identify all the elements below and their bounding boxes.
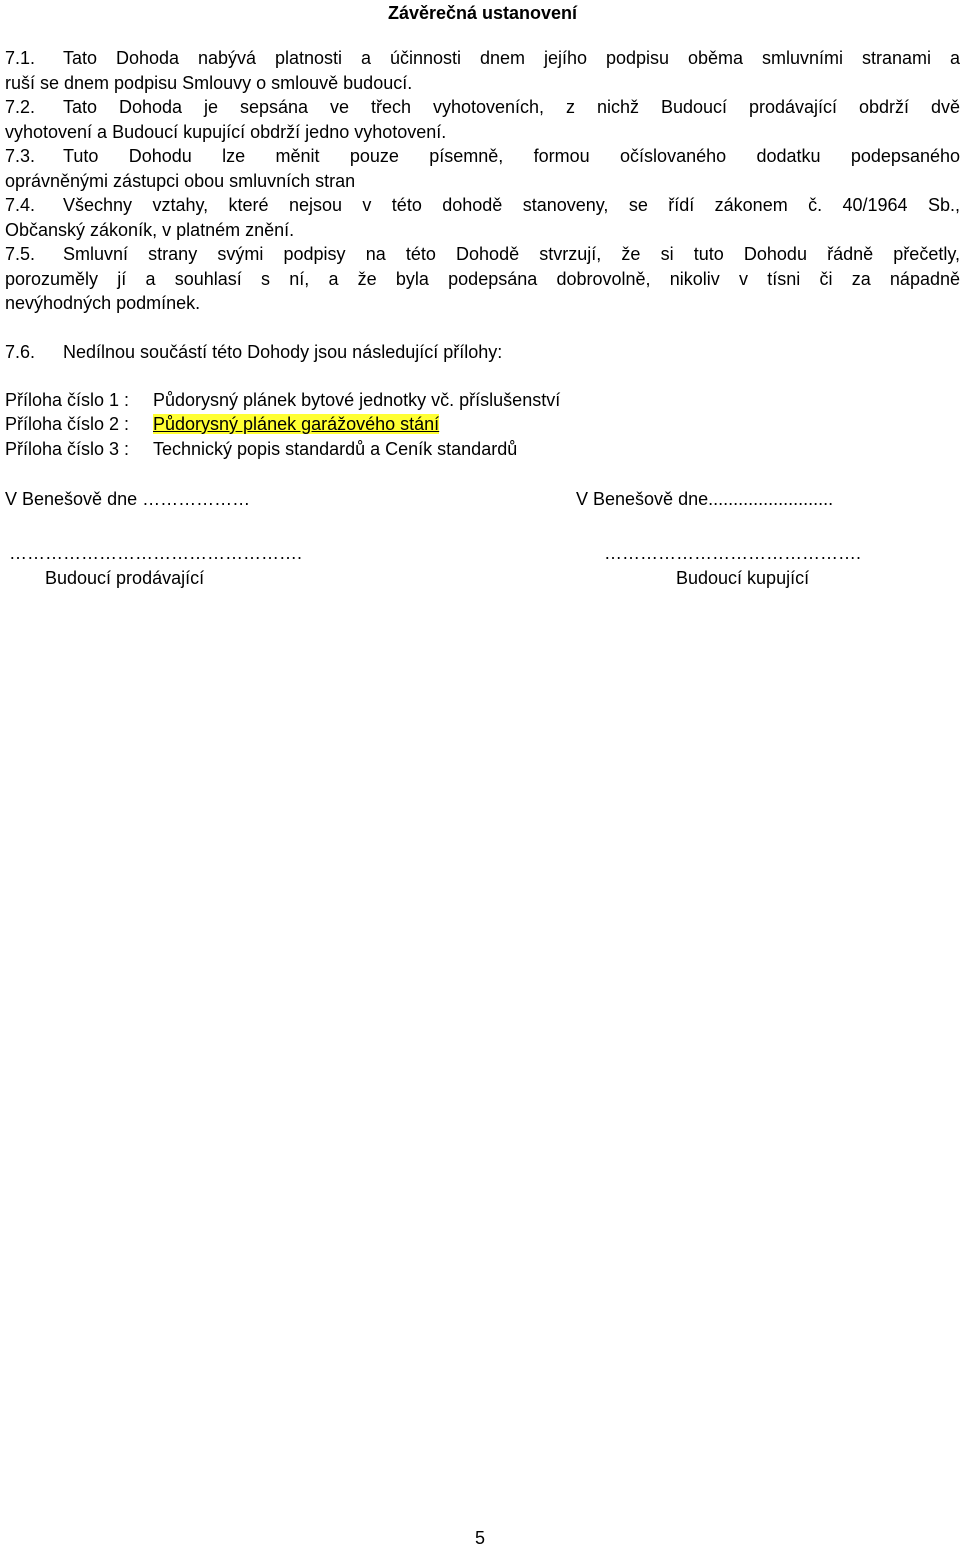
clause-line: ruší se dnem podpisu Smlouvy o smlouvě budoucí. bbox=[5, 72, 413, 93]
clause-7-5 bbox=[5, 242, 960, 316]
clause-line bbox=[5, 46, 960, 71]
clause-7-3 bbox=[5, 144, 960, 193]
clause-text: Tato Dohoda je sepsána ve třech vyhotoveních, z nichž Budoucí prodávající obdrží dvě bbox=[63, 97, 960, 117]
attachment-item bbox=[5, 412, 439, 437]
clause-7-6 bbox=[5, 340, 960, 365]
clause-line: vyhotovení a Budoucí kupující obdrží jedno vyhotovení. bbox=[5, 121, 447, 142]
clause-number: 7.6. bbox=[5, 342, 36, 362]
attachment-text: Technický popis standardů a Ceník standardů bbox=[153, 439, 518, 459]
right-signatory-role: Budoucí kupující bbox=[676, 568, 810, 588]
clause-text: Tuto Dohodu lze měnit pouze písemně, formou očíslovaného dodatku podepsaného bbox=[63, 146, 960, 166]
clause-line bbox=[5, 340, 960, 365]
attachment-item bbox=[5, 437, 517, 462]
clause-number: 7.1. bbox=[5, 48, 36, 68]
section-title: Závěrečná ustanovení bbox=[387, 3, 578, 23]
right-signature-line: ……………………………………. bbox=[604, 543, 862, 563]
attachment-label: Příloha číslo 1 : bbox=[5, 390, 130, 410]
left-signature-line: …………………………………………. bbox=[9, 543, 303, 563]
clause-number: 7.2. bbox=[5, 97, 36, 117]
attachment-text-highlighted: Půdorysný plánek garážového stání bbox=[153, 414, 440, 434]
clause-text: Tato Dohoda nabývá platnosti a účinnosti dnem jejího podpisu oběma smluvními stranami a bbox=[63, 48, 960, 68]
attachment-label: Příloha číslo 2 : bbox=[5, 414, 130, 434]
page-number: 5 bbox=[474, 1528, 485, 1548]
clause-number: 7.3. bbox=[5, 146, 36, 166]
clause-number: 7.5. bbox=[5, 244, 36, 264]
clause-line bbox=[5, 95, 960, 120]
clause-7-4 bbox=[5, 193, 960, 242]
clause-line: nevýhodných podmínek. bbox=[5, 293, 201, 313]
clause-line bbox=[5, 144, 960, 169]
left-place-date: V Benešově dne ……………… bbox=[5, 489, 251, 509]
left-signatory-role: Budoucí prodávající bbox=[45, 568, 205, 588]
clause-text: Všechny vztahy, které nejsou v této dohodě stanoveny, se řídí zákonem č. 40/1964 Sb., bbox=[63, 195, 960, 215]
right-place-date: V Benešově dne......................... bbox=[576, 489, 834, 509]
attachment-text: Půdorysný plánek bytové jednotky vč. příslušenství bbox=[153, 390, 561, 410]
clause-number: 7.4. bbox=[5, 195, 36, 215]
clause-line bbox=[5, 242, 960, 267]
clause-7-1 bbox=[5, 46, 960, 95]
attachment-label: Příloha číslo 3 : bbox=[5, 439, 130, 459]
clause-text: Nedílnou součástí této Dohody jsou následující přílohy: bbox=[63, 342, 503, 362]
clause-line bbox=[5, 193, 960, 218]
clause-7-2 bbox=[5, 95, 960, 144]
clause-line: porozuměly jí a souhlasí s ní, a že byla podepsána dobrovolně, nikoliv v tísni či za nápadně bbox=[5, 268, 960, 289]
clause-line: Občanský zákoník, v platném znění. bbox=[5, 219, 295, 240]
attachment-item bbox=[5, 388, 560, 413]
clause-text: Smluvní strany svými podpisy na této Dohodě stvrzují, že si tuto Dohodu řádně přečetly, bbox=[63, 244, 960, 264]
clause-line: oprávněnými zástupci obou smluvních stran bbox=[5, 170, 356, 191]
